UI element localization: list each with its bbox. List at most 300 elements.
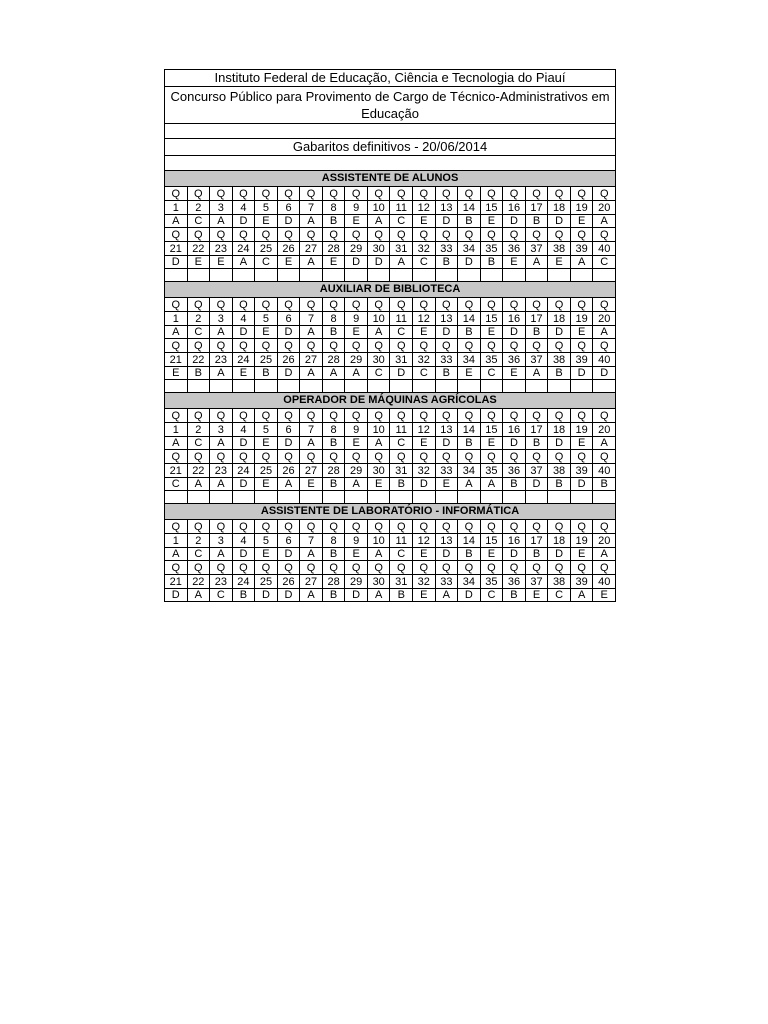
answer-cell: B (593, 478, 616, 491)
empty-cell (277, 491, 300, 504)
question-number: 19 (570, 423, 593, 437)
question-number: 20 (593, 312, 616, 326)
answer-cell: D (277, 326, 300, 339)
question-prefix: Q (390, 450, 413, 464)
question-prefix: Q (503, 520, 526, 534)
empty-cell (525, 491, 548, 504)
empty-cell (570, 491, 593, 504)
question-prefix: Q (413, 228, 436, 242)
question-prefix: Q (435, 409, 458, 423)
question-number: 22 (187, 575, 210, 589)
question-number: 28 (322, 353, 345, 367)
question-number: 3 (210, 534, 233, 548)
question-prefix: Q (390, 520, 413, 534)
question-prefix: Q (345, 520, 368, 534)
answer-cell: D (548, 215, 571, 228)
answer-cell: A (593, 437, 616, 450)
answer-cell: E (503, 256, 526, 269)
question-number: 29 (345, 575, 368, 589)
question-prefix: Q (458, 520, 481, 534)
empty-cell (413, 269, 436, 282)
answer-cell: E (593, 589, 616, 602)
answer-cell: D (165, 589, 188, 602)
question-number-row (165, 242, 616, 256)
question-number-row (165, 353, 616, 367)
question-number: 28 (322, 464, 345, 478)
empty-cell (210, 491, 233, 504)
question-number: 15 (480, 312, 503, 326)
answer-cell: A (593, 548, 616, 561)
answer-cell: B (548, 367, 571, 380)
answer-cell: A (165, 548, 188, 561)
answer-cell: A (277, 478, 300, 491)
question-number: 12 (413, 423, 436, 437)
answer-cell: E (480, 215, 503, 228)
question-prefix: Q (525, 187, 548, 201)
question-prefix: Q (232, 187, 255, 201)
question-prefix: Q (570, 339, 593, 353)
answer-cell: B (322, 589, 345, 602)
question-prefix: Q (570, 187, 593, 201)
question-prefix: Q (187, 520, 210, 534)
answer-row (165, 326, 616, 339)
empty-cell (255, 491, 278, 504)
question-prefix: Q (232, 228, 255, 242)
question-prefix: Q (593, 339, 616, 353)
answer-cell: E (345, 215, 368, 228)
question-prefix: Q (187, 561, 210, 575)
question-prefix: Q (390, 561, 413, 575)
question-prefix: Q (165, 298, 188, 312)
question-prefix: Q (548, 561, 571, 575)
question-prefix: Q (593, 298, 616, 312)
question-prefix: Q (525, 228, 548, 242)
blank-row (165, 124, 616, 139)
empty-cell (165, 491, 188, 504)
question-prefix: Q (593, 409, 616, 423)
question-prefix: Q (570, 409, 593, 423)
question-number: 33 (435, 464, 458, 478)
question-prefix: Q (322, 561, 345, 575)
question-prefix: Q (300, 187, 323, 201)
empty-cell (593, 269, 616, 282)
question-number: 1 (165, 423, 188, 437)
question-number: 15 (480, 423, 503, 437)
answer-cell: E (367, 478, 390, 491)
empty-cell (525, 380, 548, 393)
question-prefix: Q (458, 298, 481, 312)
answer-cell: B (232, 589, 255, 602)
question-number: 16 (503, 423, 526, 437)
answer-cell: E (503, 367, 526, 380)
empty-cell (413, 491, 436, 504)
question-prefix: Q (277, 187, 300, 201)
answer-cell: B (503, 478, 526, 491)
answer-cell: E (480, 326, 503, 339)
question-prefix: Q (322, 228, 345, 242)
answer-cell: A (165, 215, 188, 228)
answer-cell: E (413, 589, 436, 602)
answer-cell: B (390, 478, 413, 491)
question-number-row (165, 534, 616, 548)
question-number: 21 (165, 353, 188, 367)
question-prefix: Q (187, 228, 210, 242)
question-prefix: Q (322, 520, 345, 534)
question-prefix: Q (322, 187, 345, 201)
answer-cell: E (570, 215, 593, 228)
question-prefix: Q (367, 298, 390, 312)
answer-cell: A (210, 367, 233, 380)
question-number: 9 (345, 201, 368, 215)
answer-cell: D (503, 326, 526, 339)
answer-cell: C (255, 256, 278, 269)
answer-cell: C (187, 326, 210, 339)
question-prefix: Q (435, 450, 458, 464)
question-prefix: Q (480, 339, 503, 353)
answer-cell: E (435, 478, 458, 491)
answer-cell: B (480, 256, 503, 269)
question-prefix: Q (413, 409, 436, 423)
question-prefix: Q (458, 409, 481, 423)
question-prefix: Q (345, 409, 368, 423)
question-prefix: Q (345, 298, 368, 312)
question-number: 8 (322, 534, 345, 548)
answer-cell: E (277, 256, 300, 269)
question-number: 24 (232, 464, 255, 478)
section-title: ASSISTENTE DE ALUNOS (165, 171, 616, 187)
question-prefix: Q (525, 298, 548, 312)
question-number: 5 (255, 423, 278, 437)
question-number: 13 (435, 423, 458, 437)
answer-cell: B (435, 256, 458, 269)
question-prefix: Q (232, 298, 255, 312)
question-prefix: Q (503, 561, 526, 575)
question-number-row (165, 464, 616, 478)
answer-cell: A (210, 215, 233, 228)
answer-cell: D (458, 256, 481, 269)
answer-cell: D (548, 437, 571, 450)
answer-cell: B (525, 215, 548, 228)
answer-cell: B (525, 548, 548, 561)
answer-cell: B (322, 478, 345, 491)
answer-cell: B (435, 367, 458, 380)
question-letter-row (165, 450, 616, 464)
answer-cell: C (390, 548, 413, 561)
question-letter-row (165, 409, 616, 423)
question-number: 34 (458, 353, 481, 367)
answer-cell: C (187, 548, 210, 561)
empty-cell (232, 380, 255, 393)
question-prefix: Q (570, 520, 593, 534)
empty-cell (413, 380, 436, 393)
question-number: 24 (232, 242, 255, 256)
question-number-row (165, 423, 616, 437)
question-number: 33 (435, 575, 458, 589)
question-number: 25 (255, 464, 278, 478)
empty-cell (232, 269, 255, 282)
answer-cell: B (503, 589, 526, 602)
answer-key-table (164, 69, 616, 602)
answer-cell: E (187, 256, 210, 269)
question-prefix: Q (277, 339, 300, 353)
answer-cell: E (322, 256, 345, 269)
question-prefix: Q (435, 520, 458, 534)
question-number: 27 (300, 353, 323, 367)
answer-cell: D (277, 367, 300, 380)
question-number: 5 (255, 201, 278, 215)
question-prefix: Q (300, 520, 323, 534)
question-number: 16 (503, 534, 526, 548)
empty-cell (322, 380, 345, 393)
question-number-row (165, 201, 616, 215)
question-number: 19 (570, 201, 593, 215)
answer-cell: A (570, 256, 593, 269)
answer-cell: A (458, 478, 481, 491)
question-number: 18 (548, 534, 571, 548)
question-number: 30 (367, 464, 390, 478)
question-prefix: Q (210, 187, 233, 201)
answer-cell: B (390, 589, 413, 602)
answer-cell: A (187, 589, 210, 602)
question-prefix: Q (593, 450, 616, 464)
question-number: 6 (277, 423, 300, 437)
answer-key-date: Gabaritos definitivos - 20/06/2014 (165, 139, 616, 156)
section-header (165, 504, 616, 520)
question-prefix: Q (255, 450, 278, 464)
answer-cell: B (458, 437, 481, 450)
question-prefix: Q (322, 339, 345, 353)
question-prefix: Q (390, 409, 413, 423)
question-number: 35 (480, 575, 503, 589)
question-number: 7 (300, 534, 323, 548)
empty-cell (480, 269, 503, 282)
section-header (165, 393, 616, 409)
question-prefix: Q (570, 561, 593, 575)
question-number: 32 (413, 353, 436, 367)
question-number: 6 (277, 534, 300, 548)
answer-cell: E (232, 367, 255, 380)
question-letter-row (165, 339, 616, 353)
question-number: 29 (345, 242, 368, 256)
question-prefix: Q (300, 339, 323, 353)
answer-cell: E (413, 437, 436, 450)
answer-row (165, 478, 616, 491)
question-number: 37 (525, 575, 548, 589)
answer-cell: A (435, 589, 458, 602)
question-number: 11 (390, 201, 413, 215)
empty-cell (210, 380, 233, 393)
question-prefix: Q (300, 561, 323, 575)
question-prefix: Q (480, 187, 503, 201)
question-number: 18 (548, 312, 571, 326)
question-number: 20 (593, 201, 616, 215)
question-prefix: Q (593, 187, 616, 201)
empty-cell (548, 491, 571, 504)
question-number: 39 (570, 242, 593, 256)
question-prefix: Q (413, 520, 436, 534)
question-number: 19 (570, 534, 593, 548)
question-number: 12 (413, 201, 436, 215)
question-number: 11 (390, 534, 413, 548)
answer-cell: D (390, 367, 413, 380)
question-prefix: Q (593, 228, 616, 242)
question-number: 8 (322, 312, 345, 326)
question-prefix: Q (390, 187, 413, 201)
empty-cell (390, 491, 413, 504)
answer-cell: B (255, 367, 278, 380)
answer-key-sheet (164, 69, 615, 602)
question-letter-row (165, 298, 616, 312)
question-prefix: Q (480, 298, 503, 312)
answer-cell: A (367, 589, 390, 602)
question-number: 37 (525, 242, 548, 256)
question-number: 18 (548, 423, 571, 437)
question-prefix: Q (322, 409, 345, 423)
answer-cell: E (255, 478, 278, 491)
question-prefix: Q (300, 298, 323, 312)
question-number: 36 (503, 575, 526, 589)
question-prefix: Q (165, 228, 188, 242)
answer-cell: C (480, 367, 503, 380)
empty-cell (458, 269, 481, 282)
question-number: 20 (593, 534, 616, 548)
question-number: 23 (210, 242, 233, 256)
question-number: 23 (210, 464, 233, 478)
question-prefix: Q (210, 409, 233, 423)
answer-cell: C (390, 437, 413, 450)
question-prefix: Q (548, 450, 571, 464)
question-prefix: Q (548, 187, 571, 201)
question-number: 34 (458, 464, 481, 478)
empty-cell (480, 491, 503, 504)
empty-cell (593, 380, 616, 393)
question-number: 31 (390, 353, 413, 367)
question-number: 36 (503, 353, 526, 367)
answer-cell: B (322, 548, 345, 561)
question-number: 17 (525, 201, 548, 215)
answer-cell: E (345, 437, 368, 450)
answer-cell: C (548, 589, 571, 602)
question-prefix: Q (435, 228, 458, 242)
question-number: 38 (548, 464, 571, 478)
question-number: 11 (390, 423, 413, 437)
empty-cell (435, 269, 458, 282)
answer-cell: E (570, 548, 593, 561)
answer-cell: D (165, 256, 188, 269)
question-number: 19 (570, 312, 593, 326)
question-number: 40 (593, 464, 616, 478)
question-number: 2 (187, 423, 210, 437)
question-prefix: Q (435, 339, 458, 353)
answer-cell: B (458, 326, 481, 339)
empty-cell (345, 269, 368, 282)
answer-cell: D (413, 478, 436, 491)
answer-cell: A (345, 367, 368, 380)
question-number: 25 (255, 242, 278, 256)
empty-cell (435, 380, 458, 393)
question-number: 35 (480, 242, 503, 256)
question-number: 39 (570, 464, 593, 478)
question-prefix: Q (232, 450, 255, 464)
answer-cell: D (345, 589, 368, 602)
question-number: 17 (525, 423, 548, 437)
question-number: 22 (187, 464, 210, 478)
empty-cell (187, 380, 210, 393)
question-number: 8 (322, 201, 345, 215)
question-prefix: Q (165, 187, 188, 201)
answer-cell: E (480, 548, 503, 561)
empty-cell (300, 491, 323, 504)
answer-cell: E (570, 326, 593, 339)
question-number: 4 (232, 201, 255, 215)
answer-cell: B (322, 215, 345, 228)
question-number: 7 (300, 201, 323, 215)
question-prefix: Q (548, 298, 571, 312)
question-number: 12 (413, 534, 436, 548)
answer-cell: A (300, 437, 323, 450)
question-number: 6 (277, 201, 300, 215)
section-title: AUXILIAR DE BIBLIOTECA (165, 282, 616, 298)
question-number: 2 (187, 312, 210, 326)
empty-cell (165, 269, 188, 282)
question-number: 9 (345, 534, 368, 548)
question-prefix: Q (367, 339, 390, 353)
question-prefix: Q (255, 339, 278, 353)
question-number: 30 (367, 353, 390, 367)
empty-cell (570, 269, 593, 282)
question-number: 7 (300, 312, 323, 326)
empty-cell (277, 380, 300, 393)
answer-cell: E (525, 589, 548, 602)
question-number: 3 (210, 201, 233, 215)
question-prefix: Q (525, 450, 548, 464)
question-prefix: Q (458, 228, 481, 242)
answer-cell: A (232, 256, 255, 269)
answer-cell: A (525, 367, 548, 380)
question-prefix: Q (413, 450, 436, 464)
question-prefix: Q (413, 187, 436, 201)
question-prefix: Q (277, 450, 300, 464)
question-number: 13 (435, 201, 458, 215)
answer-cell: D (277, 589, 300, 602)
question-prefix: Q (525, 520, 548, 534)
answer-cell: C (187, 437, 210, 450)
answer-cell: D (232, 215, 255, 228)
answer-cell: B (322, 326, 345, 339)
answer-cell: E (548, 256, 571, 269)
answer-cell: A (525, 256, 548, 269)
question-prefix: Q (165, 339, 188, 353)
answer-cell: E (165, 367, 188, 380)
answer-cell: C (480, 589, 503, 602)
answer-cell: D (232, 478, 255, 491)
answer-cell: C (390, 215, 413, 228)
answer-cell: D (593, 367, 616, 380)
answer-cell: D (277, 215, 300, 228)
question-number: 17 (525, 534, 548, 548)
empty-cell (187, 269, 210, 282)
question-prefix: Q (255, 409, 278, 423)
question-prefix: Q (435, 187, 458, 201)
blank-row (165, 156, 616, 171)
section-header (165, 171, 616, 187)
question-number: 13 (435, 312, 458, 326)
question-number: 10 (367, 534, 390, 548)
empty-cell (322, 491, 345, 504)
answer-cell: E (255, 215, 278, 228)
question-number: 10 (367, 312, 390, 326)
question-prefix: Q (187, 187, 210, 201)
